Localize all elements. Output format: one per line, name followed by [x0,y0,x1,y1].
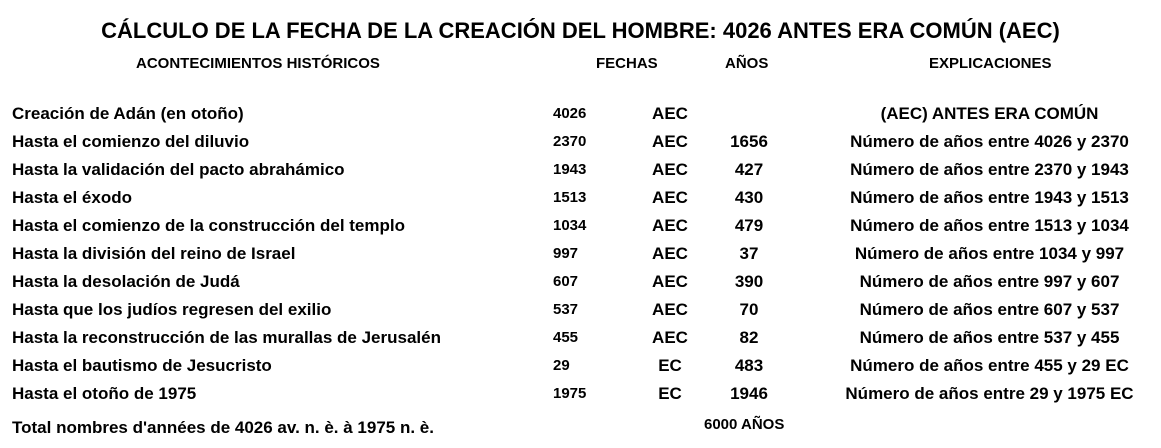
era-cell: AEC [652,272,688,291]
explanation-cell: Número de años entre 2370 y 1943 [850,160,1129,179]
explanation-cell: Número de años entre 1034 y 997 [854,244,1125,263]
explanation-cell: Número de años entre 997 y 607 [859,272,1120,291]
years-cell: 1946 [730,384,768,403]
date-cell: 29 [553,357,570,374]
era-cell: AEC [652,300,688,319]
explanation-cell: Número de años entre 4026 y 2370 [850,132,1129,151]
era-cell: AEC [652,216,688,235]
page-title: CÁLCULO DE LA FECHA DE LA CREACIÓN DEL HOMBRE: 4026 ANTES ERA COMÚN (AEC) [101,18,1060,43]
total-value: 6000 AÑOS [704,416,785,433]
years-cell: 483 [734,356,764,375]
event-cell: Creación de Adán (en otoño) [12,104,244,123]
event-cell: Hasta que los judíos regresen del exilio [12,300,332,319]
table-row [0,100,1161,128]
header-years: AÑOS [725,55,769,72]
event-cell: Hasta la desolación de Judá [12,272,240,291]
explanation-cell: Número de años entre 1943 y 1513 [850,188,1129,207]
total-label: Total nombres d'années de 4026 av. n. è. à 1975 n. è. [12,418,434,437]
table-row [0,380,1161,408]
years-cell: 1656 [730,132,768,151]
event-cell: Hasta el bautismo de Jesucristo [12,356,272,375]
explanation-cell: Número de años entre 607 y 537 [859,300,1120,319]
table-row [0,268,1161,296]
date-cell: 1513 [553,189,587,206]
era-cell: AEC [652,160,688,179]
table-row [0,212,1161,240]
event-cell: Hasta el comienzo del diluvio [12,132,250,151]
event-cell: Hasta la validación del pacto abrahámico [12,160,345,179]
era-cell: AEC [652,328,688,347]
years-cell: 479 [734,216,764,235]
era-cell: AEC [652,188,688,207]
years-cell: 82 [739,328,759,347]
date-cell: 997 [553,245,579,262]
era-cell: EC [658,384,682,403]
date-cell: 4026 [553,105,587,122]
explanation-cell: Número de años entre 455 y 29 EC [850,356,1129,375]
table-row [0,184,1161,212]
header-explanations: EXPLICACIONES [929,55,1052,72]
explanation-cell: Número de años entre 29 y 1975 EC [845,384,1134,403]
date-cell: 1943 [553,161,587,178]
years-cell: 390 [734,272,764,291]
era-cell: EC [658,356,682,375]
table-row [0,156,1161,184]
date-cell: 1034 [553,217,587,234]
explanation-cell: (AEC) ANTES ERA COMÚN [880,104,1099,123]
date-cell: 455 [553,329,579,346]
header-events: ACONTECIMIENTOS HISTÓRICOS [136,55,380,72]
event-cell: Hasta el éxodo [12,188,132,207]
explanation-cell: Número de años entre 1513 y 1034 [850,216,1129,235]
table-row [0,240,1161,268]
date-cell: 1975 [553,385,587,402]
event-cell: Hasta el comienzo de la construcción del templo [12,216,405,235]
date-cell: 607 [553,273,579,290]
table-row [0,296,1161,324]
event-cell: Hasta la división del reino de Israel [12,244,296,263]
era-cell: AEC [652,104,688,123]
explanation-cell: Número de años entre 537 y 455 [859,328,1120,347]
event-cell: Hasta la reconstrucción de las murallas de Jerusalén [12,328,441,347]
timeline-table [0,100,1161,408]
date-cell: 2370 [553,133,587,150]
date-cell: 537 [553,301,579,318]
header-dates: FECHAS [596,55,658,72]
years-cell: 430 [734,188,764,207]
table-row [0,324,1161,352]
table-row [0,128,1161,156]
years-cell: 70 [739,300,759,319]
era-cell: AEC [652,244,688,263]
years-cell: 427 [734,160,764,179]
era-cell: AEC [652,132,688,151]
event-cell: Hasta el otoño de 1975 [12,384,197,403]
years-cell: 37 [739,244,759,263]
table-row [0,352,1161,380]
